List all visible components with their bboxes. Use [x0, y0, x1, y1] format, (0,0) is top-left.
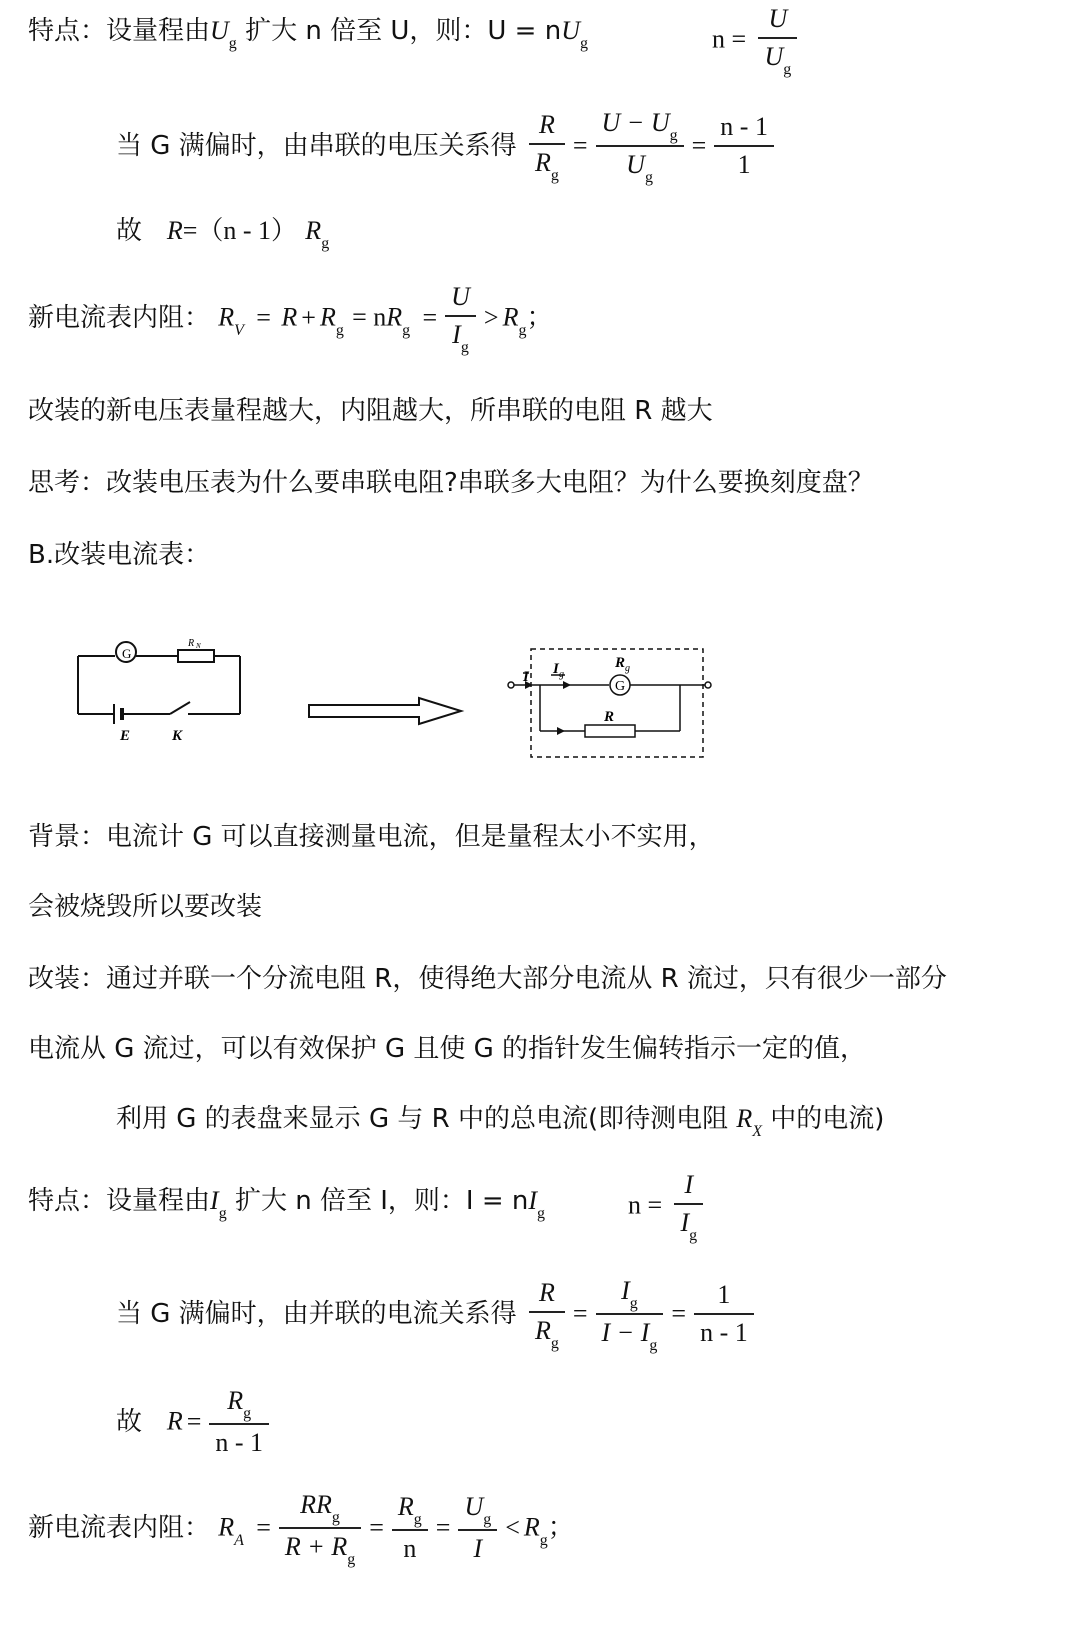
- current-arrow-shunt: [557, 727, 565, 735]
- circuit-resistor-label: R: [188, 638, 195, 649]
- amm-modify-2: 电流从 G 流过，可以有效保护 G 且使 G 的指针发生偏转指示一定的值，: [28, 1034, 867, 1064]
- amm-background-1: 背景：电流计 G 可以直接测量电流，但是量程太小不实用，: [28, 822, 715, 852]
- shunt-label-R: R: [604, 709, 615, 725]
- volt-full-scale-line: 当 G 满偏时，由串联的电压关系得 $\frac{R}{R_g}$ = $\frac{U - U_g}{U_g}$ = $\frac{n - 1}{1}$: [116, 108, 778, 184]
- switch-blade: [170, 702, 190, 714]
- circuit-resistor-sub: N: [196, 642, 201, 650]
- current-label-Ig: I: [553, 661, 559, 677]
- current-label-Ig-sub: g: [559, 669, 564, 680]
- amm-n-formula: n = $\frac{I}{I_g}$: [628, 1170, 707, 1242]
- terminal-right: [705, 682, 711, 688]
- resistance-label-Rg-sub: g: [625, 663, 630, 674]
- circuit-original: [70, 630, 260, 750]
- volt-think: 思考：改装电压表为什么要串联电阻?串联多大电阻？为什么要换刻度盘？: [28, 468, 874, 498]
- switch-label: K: [172, 728, 183, 744]
- volt-internal-line: 新电流表内阻： $R_V = R + R_g = nR_g$ = $\frac{U}{I_g}$ > $R_g$；: [28, 282, 553, 356]
- amm-therefore-line: 故 R = $\frac{R_g}{n - 1}$: [116, 1386, 273, 1458]
- amm-internal-line: 新电流表内阻： $R_A$ = $\frac{RR_g}{R + R_g}$ = $\frac{R_g}{n}$ = $\frac{U_g}{I}$ < $R_g$；: [28, 1490, 574, 1568]
- transform-arrow: [305, 696, 467, 726]
- amm-feature-line: 特点：设量程由$I_g$ 扩大 n 倍至 I，则：$I = nI_g$: [28, 1186, 546, 1222]
- volt-conclusion: 改装的新电压表量程越大，内阻越大，所串联的电阻 R 越大: [28, 396, 713, 426]
- resistance-label-Rg: R: [615, 655, 626, 671]
- amm-modify-3: 利用 G 的表盘来显示 G 与 R 中的总电流(即待测电阻 $R_X$ 中的电流): [116, 1104, 885, 1140]
- circuit-ammeter: [505, 645, 720, 765]
- shunt-resistor-symbol: [585, 725, 635, 737]
- current-arrow-branch: [563, 681, 571, 689]
- volt-therefore-line: 故 R=（n - 1） $R_g$: [116, 216, 330, 252]
- volt-feature-line: 特点：设量程由$U_g$ 扩大 n 倍至 U，则：$U = nU_g$: [28, 16, 588, 52]
- current-label-I: I: [523, 669, 529, 685]
- fraction: $\frac{U}{U_g}$: [758, 4, 797, 76]
- ammeter-meter-label: G: [615, 679, 626, 694]
- ammeter-heading: B.改装电流表：: [28, 540, 211, 570]
- battery-label: E: [120, 728, 131, 744]
- amm-background-2: 会被烧毁所以要改装: [28, 892, 263, 922]
- circuit-meter-label: G: [122, 646, 132, 661]
- amm-full-scale-line: 当 G 满偏时，由并联的电流关系得 $\frac{R}{R_g}$ = $\frac{I_g}{I - I_g}$ = $\frac{1}{n - 1}$: [116, 1276, 758, 1352]
- volt-n-formula: n = $\frac{U}{U_g}$: [712, 4, 801, 76]
- terminal-left: [508, 682, 514, 688]
- amm-modify-1: 改装：通过并联一个分流电阻 R，使得绝大部分电流从 R 流过，只有很少一部分: [28, 964, 947, 994]
- resistor-symbol: [178, 650, 214, 662]
